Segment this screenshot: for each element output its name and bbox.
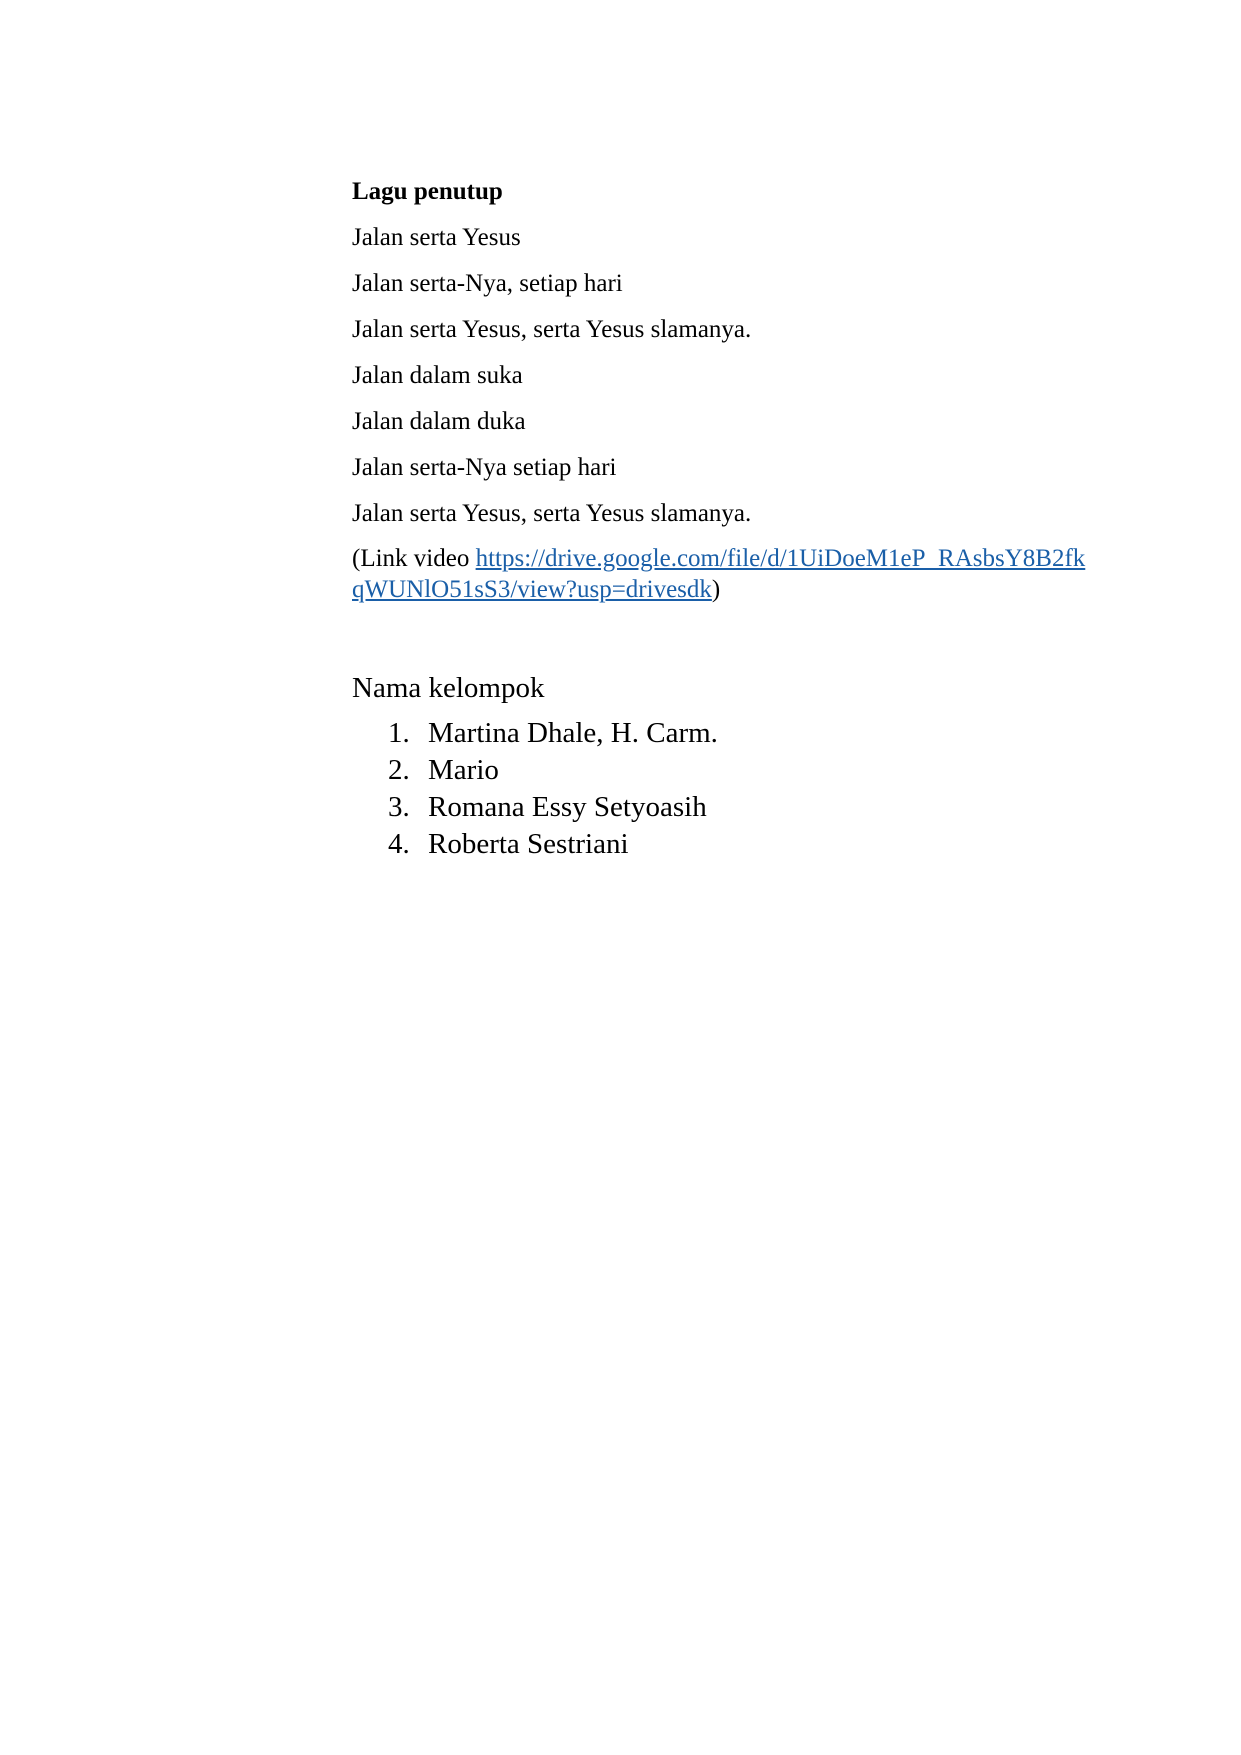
member-name: Romana Essy Setyoasih xyxy=(428,791,707,823)
member-name: Roberta Sestriani xyxy=(428,828,629,860)
list-item xyxy=(388,715,1092,752)
list-number: 3. xyxy=(388,791,410,823)
link-suffix: ) xyxy=(711,576,721,603)
lyric-line: Jalan serta-Nya, setiap hari xyxy=(352,270,623,297)
list-item xyxy=(388,789,1092,826)
group-title: Nama kelompok xyxy=(352,672,545,704)
member-name: Mario xyxy=(428,754,499,786)
link-prefix: (Link video xyxy=(352,545,476,572)
video-link[interactable]: https://drive.google.com/file/d/1UiDoeM1eP_RAsbsY8B2fkqWUNlO51sS3/view?usp=drivesdk xyxy=(352,545,1086,603)
lyric-line: Jalan serta-Nya setiap hari xyxy=(352,454,617,481)
member-list xyxy=(352,715,1092,863)
lyric-line: Jalan serta Yesus, serta Yesus slamanya. xyxy=(352,500,752,527)
page-content xyxy=(352,175,1092,863)
list-number: 2. xyxy=(388,754,410,786)
lyric-line: Jalan serta Yesus xyxy=(352,224,521,251)
list-number: 4. xyxy=(388,828,410,860)
lyric-line: Jalan dalam duka xyxy=(352,408,526,435)
list-item xyxy=(388,752,1092,789)
member-name: Martina Dhale, H. Carm. xyxy=(428,717,718,749)
list-number: 1. xyxy=(388,717,410,749)
lyric-line: Jalan dalam suka xyxy=(352,362,523,389)
lyric-line: Jalan serta Yesus, serta Yesus slamanya. xyxy=(352,316,752,343)
list-item xyxy=(388,826,1092,863)
video-link-paragraph xyxy=(352,543,1092,605)
section-heading: Lagu penutup xyxy=(352,178,503,205)
